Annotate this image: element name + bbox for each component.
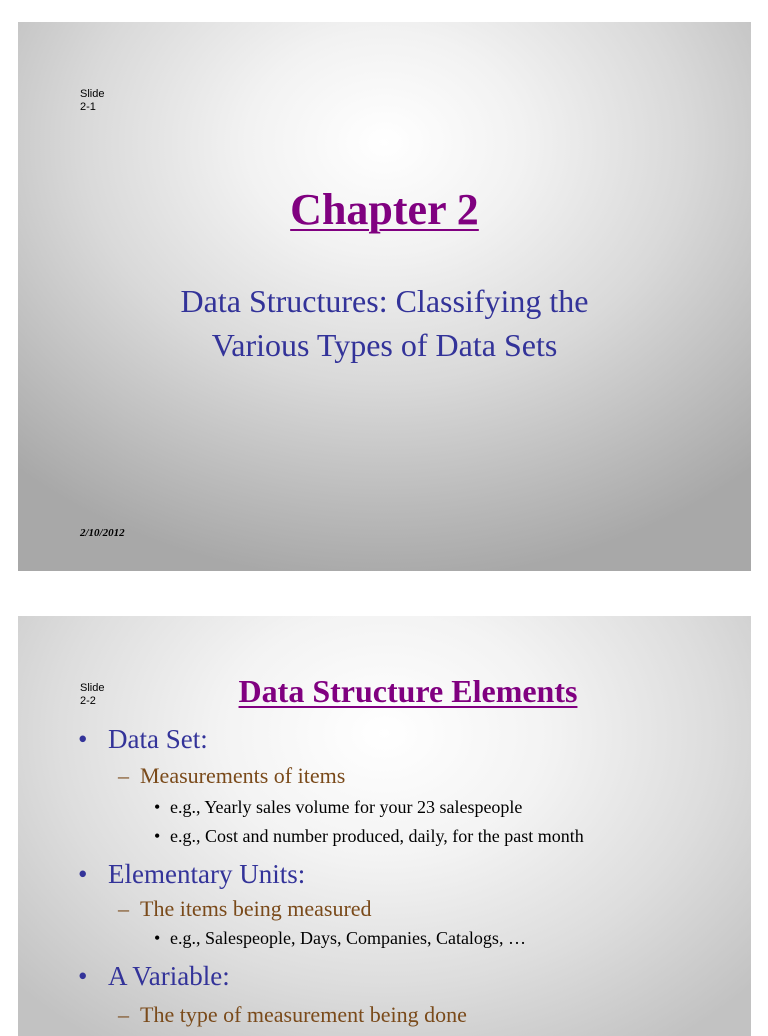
chapter-title-text: Chapter 2 [290,185,479,234]
slide-1 [18,22,751,571]
bullet-level2: – The items being measured [78,896,751,922]
slide-title-text: Data Structure Elements [238,673,578,709]
bullet-level3: • e.g., Salespeople, Days, Companies, Catalogs, … [78,928,751,949]
slide-date: 2/10/2012 [80,527,125,539]
slide-number: 2-2 [80,695,96,707]
slide-label: Slide [80,88,105,100]
bullet-level2: – Measurements of items [78,763,751,789]
bullet-level1: • Data Set: [78,724,751,755]
bullet-level3: • e.g., Cost and number produced, daily, for the past month [78,826,751,847]
bullet-level3: • e.g., Yearly sales volume for your 23 salespeople [78,797,751,818]
slide-2 [18,616,751,1036]
bullet-level1: • A Variable: [78,961,751,992]
bullet-list [78,724,751,1028]
slide-title [18,673,751,710]
slide-subtitle [18,279,751,367]
slide-number: 2-1 [80,101,96,113]
bullet-level1: • Elementary Units: [78,859,751,890]
slide-title [18,184,751,235]
bullet-level2: – The type of measurement being done [78,1002,751,1028]
subtitle-line-2: Various Types of Data Sets [211,327,558,363]
slide-label: Slide [80,682,105,694]
slide-number-label [80,88,104,114]
subtitle-line-1: Data Structures: Classifying the [180,283,589,319]
